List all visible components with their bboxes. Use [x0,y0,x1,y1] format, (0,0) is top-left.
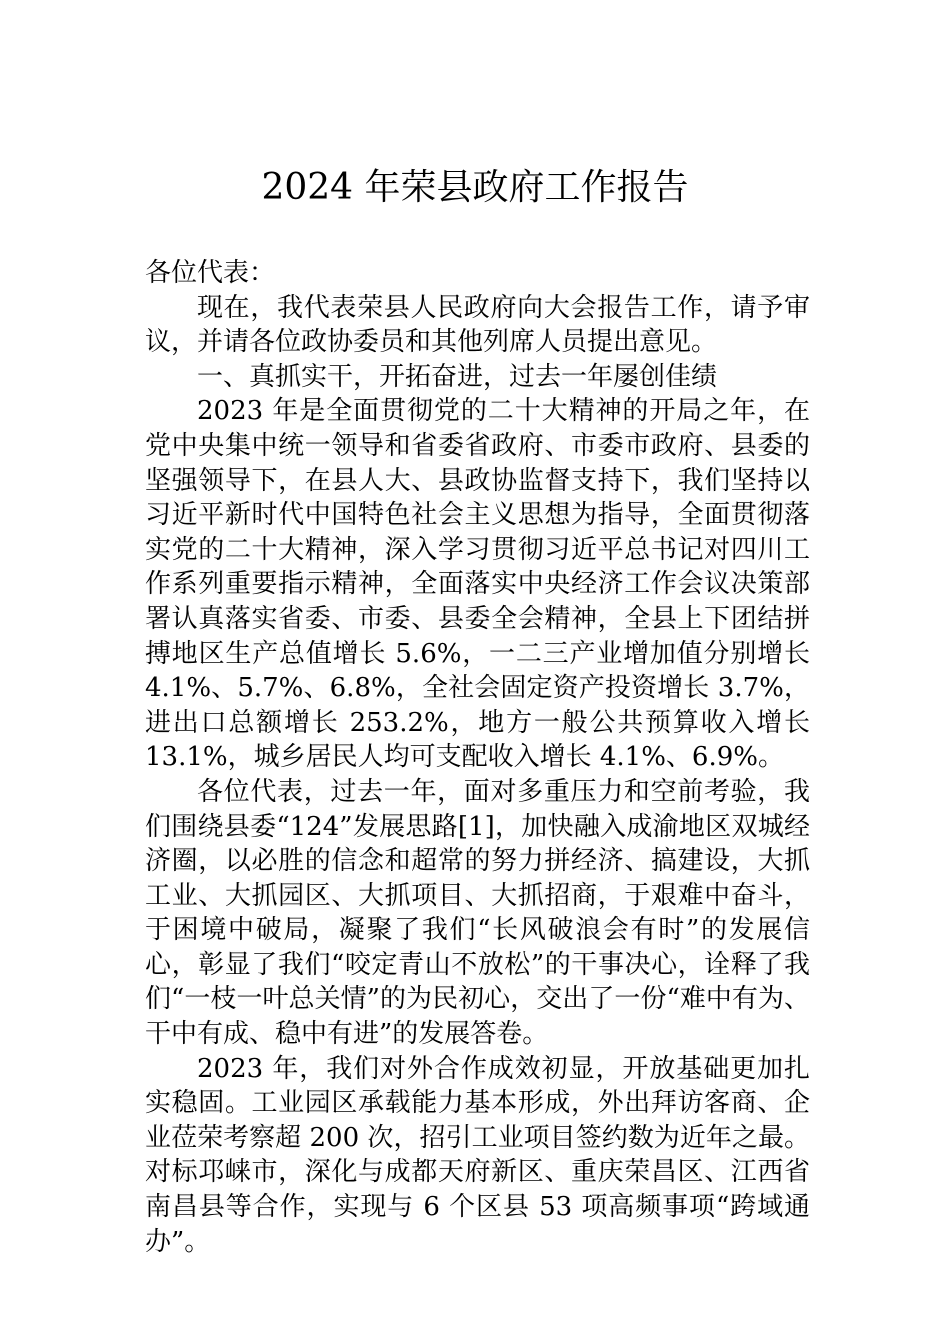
document-body [145,256,810,1259]
paragraph-intro: 现在，我代表荣县人民政府向大会报告工作，请予审议，并请各位政协委员和其他列席人员提出意见。 [145,292,810,358]
paragraph-review-2023: 2023 年是全面贯彻党的二十大精神的开局之年，在党中央集中统一领导和省委省政府、市委市政府、县委的坚强领导下，在县人大、县政协监督支持下，我们坚持以习近平新时代中国特色社会主义思想为指导，全面贯彻落实党的二十大精神，深入学习贯彻习近平总书记对四川工作系列重要指示精神，全面落实中央经济工作会议决策部署认真落实省委、市委、县委全会精神，全县上下团结拼搏地区生产总值增长 5.6%，一二三产业增加值分别增长 4.1%、5.7%、6.8%，全社会固定资产投资增长 3.7%，进出口总额增长 253.2%，地方一般公共预算收入增长 13.1%，城乡居民人均可支配收入增长 4.1%、6.9%。 [145,396,810,773]
paragraph-past-year: 各位代表，过去一年，面对多重压力和空前考验，我们围绕县委“124”发展思路[1]，加快融入成渝地区双城经济圈，以必胜的信念和超常的努力拼经济、搞建设，大抓工业、大抓园区、大抓项目、大抓招商，于艰难中奋斗，于困境中破局，凝聚了我们“长风破浪会有时”的发展信心，彰显了我们“咬定青山不放松”的干事决心，诠释了我们“一枝一叶总关情”的为民初心，交出了一份“难中有为、干中有成、稳中有进”的发展答卷。 [145,776,810,1050]
section-heading: 一、真抓实干，开拓奋进，过去一年屡创佳绩 [197,361,718,392]
paragraph-cooperation: 2023 年，我们对外合作成效初显，开放基础更加扎实稳固。工业园区承载能力基本形成，外出拜访客商、企业莅荣考察超 200 次，招引工业项目签约数为近年之最。对标邛崃市，深化与成都天府新区、重庆荣昌区、江西省南昌县等合作，实现与 6 个区县 53 项高频事项“跨域通办”。 [145,1053,810,1257]
document-title: 2024 年荣县政府工作报告 [261,167,689,208]
salutation: 各位代表： [145,258,276,288]
